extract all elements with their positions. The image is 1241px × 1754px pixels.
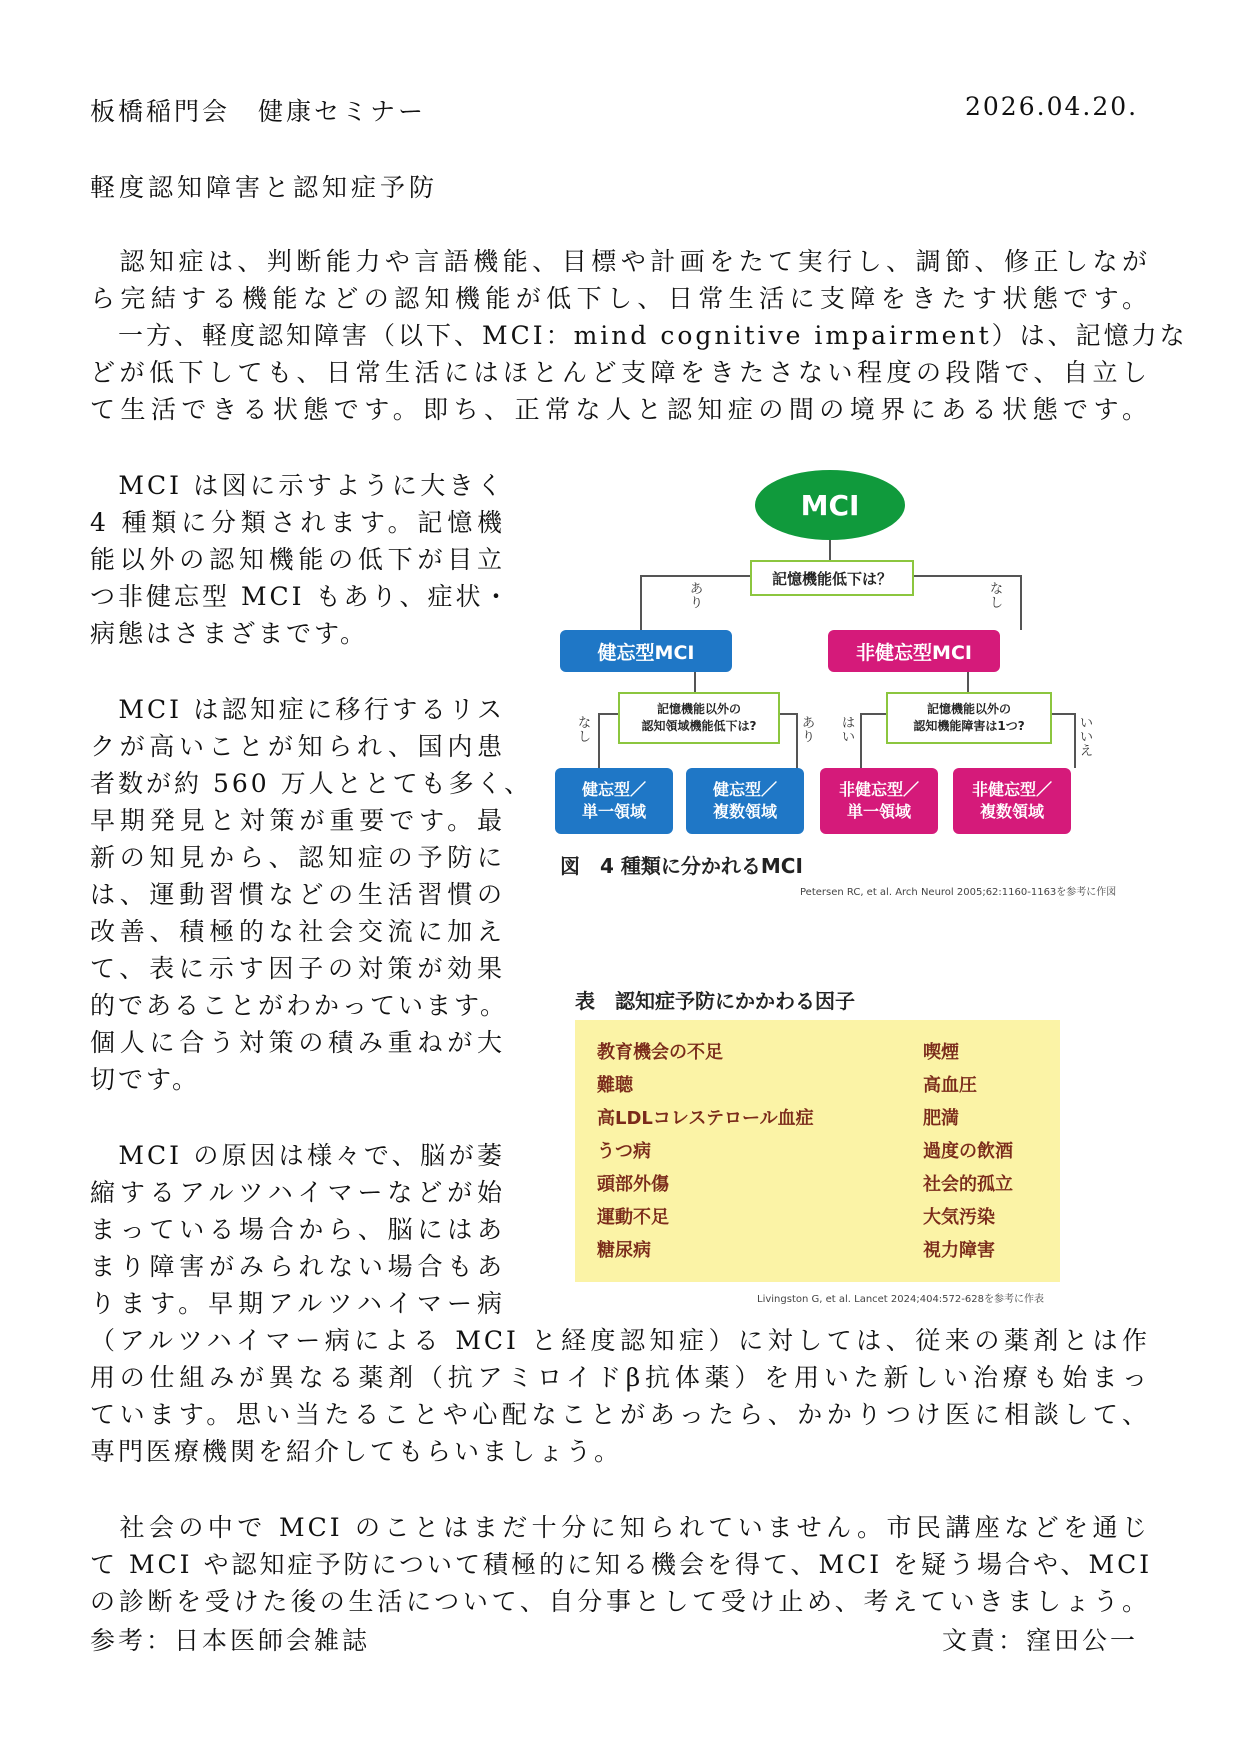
connector [1020,575,1022,630]
connector [910,575,1020,577]
table-cell: 社会的孤立 [923,1174,1013,1195]
table-cell: 頭部外傷 [597,1174,669,1195]
question-single-domain-node: 記憶機能以外の 認知機能障害は1つ? [886,692,1052,744]
body-line: 専門医療機関を紹介してもらいましょう。 [90,1437,623,1466]
amnestic-single-domain-node: 健忘型／ 単一領域 [555,768,673,834]
mci-classification-figure [560,455,1150,935]
col-line: 病態はさまざまです。 [90,619,369,648]
body-line: ています。思い当たることや心配なことがあったら、かかりつけ医に相談して、 [90,1400,1150,1429]
table-cell: 大気汚染 [923,1207,995,1228]
non-amnestic-multiple-domain-node: 非健忘型／ 複数領域 [953,768,1071,834]
non-amnestic-mci-node: 非健忘型MCI [828,630,1000,672]
connector [967,670,969,692]
mci-root-node: MCI [755,470,905,540]
body-line: （アルツハイマー病による MCI と経度認知症）に対しては、従来の薬剤とは作 [90,1326,1150,1355]
amnestic-mci-node: 健忘型MCI [560,630,732,672]
table-cell: 運動不足 [597,1207,669,1228]
col-line: 個人に合う対策の積み重ねが大 [90,1028,505,1057]
page-title: 軽度認知障害と認知症予防 [90,173,439,202]
table-source: Livingston G, et al. Lancet 2024;404:572-628を参考に作表 [757,1294,1044,1305]
col-line: まり障害がみられない場合もあ [90,1252,505,1281]
intro-line: ら完結する機能などの認知機能が低下し、日常生活に支障をきたす状態です。 [90,284,1150,313]
branch-label-no: なし [578,716,592,745]
connector [598,713,600,768]
connector [694,670,696,692]
connector [860,713,862,768]
footer-reference: 参考：日本医師会雑誌 [90,1626,371,1655]
table-cell: 視力障害 [923,1240,995,1261]
connector [796,713,798,768]
col-line: 的であることがわかっています。 [90,991,509,1020]
table-title: 表 認知症予防にかかわる因子 [575,989,855,1013]
connector [640,575,750,577]
intro-line: どが低下しても、日常生活にはほとんど支障をきたさない程度の段階で、自立し [90,358,1150,387]
connector [829,540,831,560]
connector [1074,713,1076,768]
col-line: クが高いことが知られ、国内患 [90,732,505,761]
col-line: つ非健忘型 MCI もあり、症状・ [90,582,512,611]
connector [640,575,642,630]
table-cell: 教育機会の不足 [597,1042,723,1063]
col-line: 者数が約 560 万人ととても多く、 [90,769,533,798]
col-line: 改善、積極的な社会交流に加え [90,917,505,946]
intro-line: 一方、軽度認知障害（以下、MCI：mind cognitive impairment）は、記憶力な [90,321,1188,350]
question-other-domains-node: 記憶機能以外の 認知領域機能低下は? [618,692,780,744]
intro-line: て生活できる状態です。即ち、正常な人と認知症の間の境界にある状態です。 [90,395,1150,424]
prevention-factors-table [575,1020,1060,1282]
col-line: 4 種類に分類されます。記憶機 [90,508,505,537]
non-amnestic-single-domain-node: 非健忘型／ 単一領域 [820,768,938,834]
col-line: は、運動習慣などの生活習慣の [90,880,505,909]
intro-line: 認知症は、判断能力や言語機能、目標や計画をたて実行し、調節、修正しなが [90,247,1150,276]
table-cell: 高LDLコレステロール血症 [597,1108,814,1129]
table-cell: 難聴 [597,1075,633,1096]
table-cell: 喫煙 [923,1042,959,1063]
branch-label-yes: あり [690,582,704,611]
branch-label-yes: はい [842,716,856,745]
branch-label-yes: あり [802,716,816,745]
figure-source: Petersen RC, et al. Arch Neurol 2005;62:1160-1163を参考に作図 [800,887,1117,898]
col-line: 能以外の認知機能の低下が目立 [90,545,505,574]
body-line: 用の仕組みが異なる薬剤（抗アミロイドβ抗体薬）を用いた新しい治療も始まっ [90,1363,1150,1392]
col-line: て、表に示す因子の対策が効果 [90,954,505,983]
table-cell: 高血圧 [923,1075,977,1096]
figure-caption: 図 4 種類に分かれるMCI [560,854,803,878]
table-cell: 肥満 [923,1108,959,1129]
col-line: ります。早期アルツハイマー病 [90,1289,505,1318]
col-line: 早期発見と対策が重要です。最 [90,806,505,835]
footer-author: 文責：窪田公一 [942,1626,1139,1655]
question-memory-node: 記憶機能低下は？ [750,560,914,596]
col-line: まっている場合から、脳にはあ [90,1215,505,1244]
col-line: 新の知見から、認知症の予防に [90,843,505,872]
col-line: MCI は認知症に移行するリス [90,695,505,724]
connector [860,713,886,715]
col-line: 縮するアルツハイマーなどが始 [90,1178,505,1207]
branch-label-no: なし [990,582,1004,611]
table-cell: 過度の飲酒 [923,1141,1013,1162]
header-date: 2026.04.20. [965,92,1139,121]
col-line: MCI は図に示すように大きく [90,471,505,500]
body-line: て MCI や認知症予防について積極的に知る機会を得て、MCI を疑う場合や、MCI [90,1550,1153,1579]
table-cell: 糖尿病 [597,1240,651,1261]
body-line: の診断を受けた後の生活について、自分事として受け止め、考えていきましょう。 [90,1587,1150,1616]
table-cell: うつ病 [597,1141,651,1162]
connector [598,713,618,715]
body-line: 社会の中で MCI のことはまだ十分に知られていません。市民講座などを通じ [90,1513,1150,1542]
header-org: 板橋稲門会 健康セミナー [90,97,427,126]
amnestic-multiple-domain-node: 健忘型／ 複数領域 [686,768,804,834]
col-line: 切です。 [90,1065,201,1094]
branch-label-no: いいえ [1080,716,1094,759]
col-line: MCI の原因は様々で、脳が萎 [90,1141,505,1170]
